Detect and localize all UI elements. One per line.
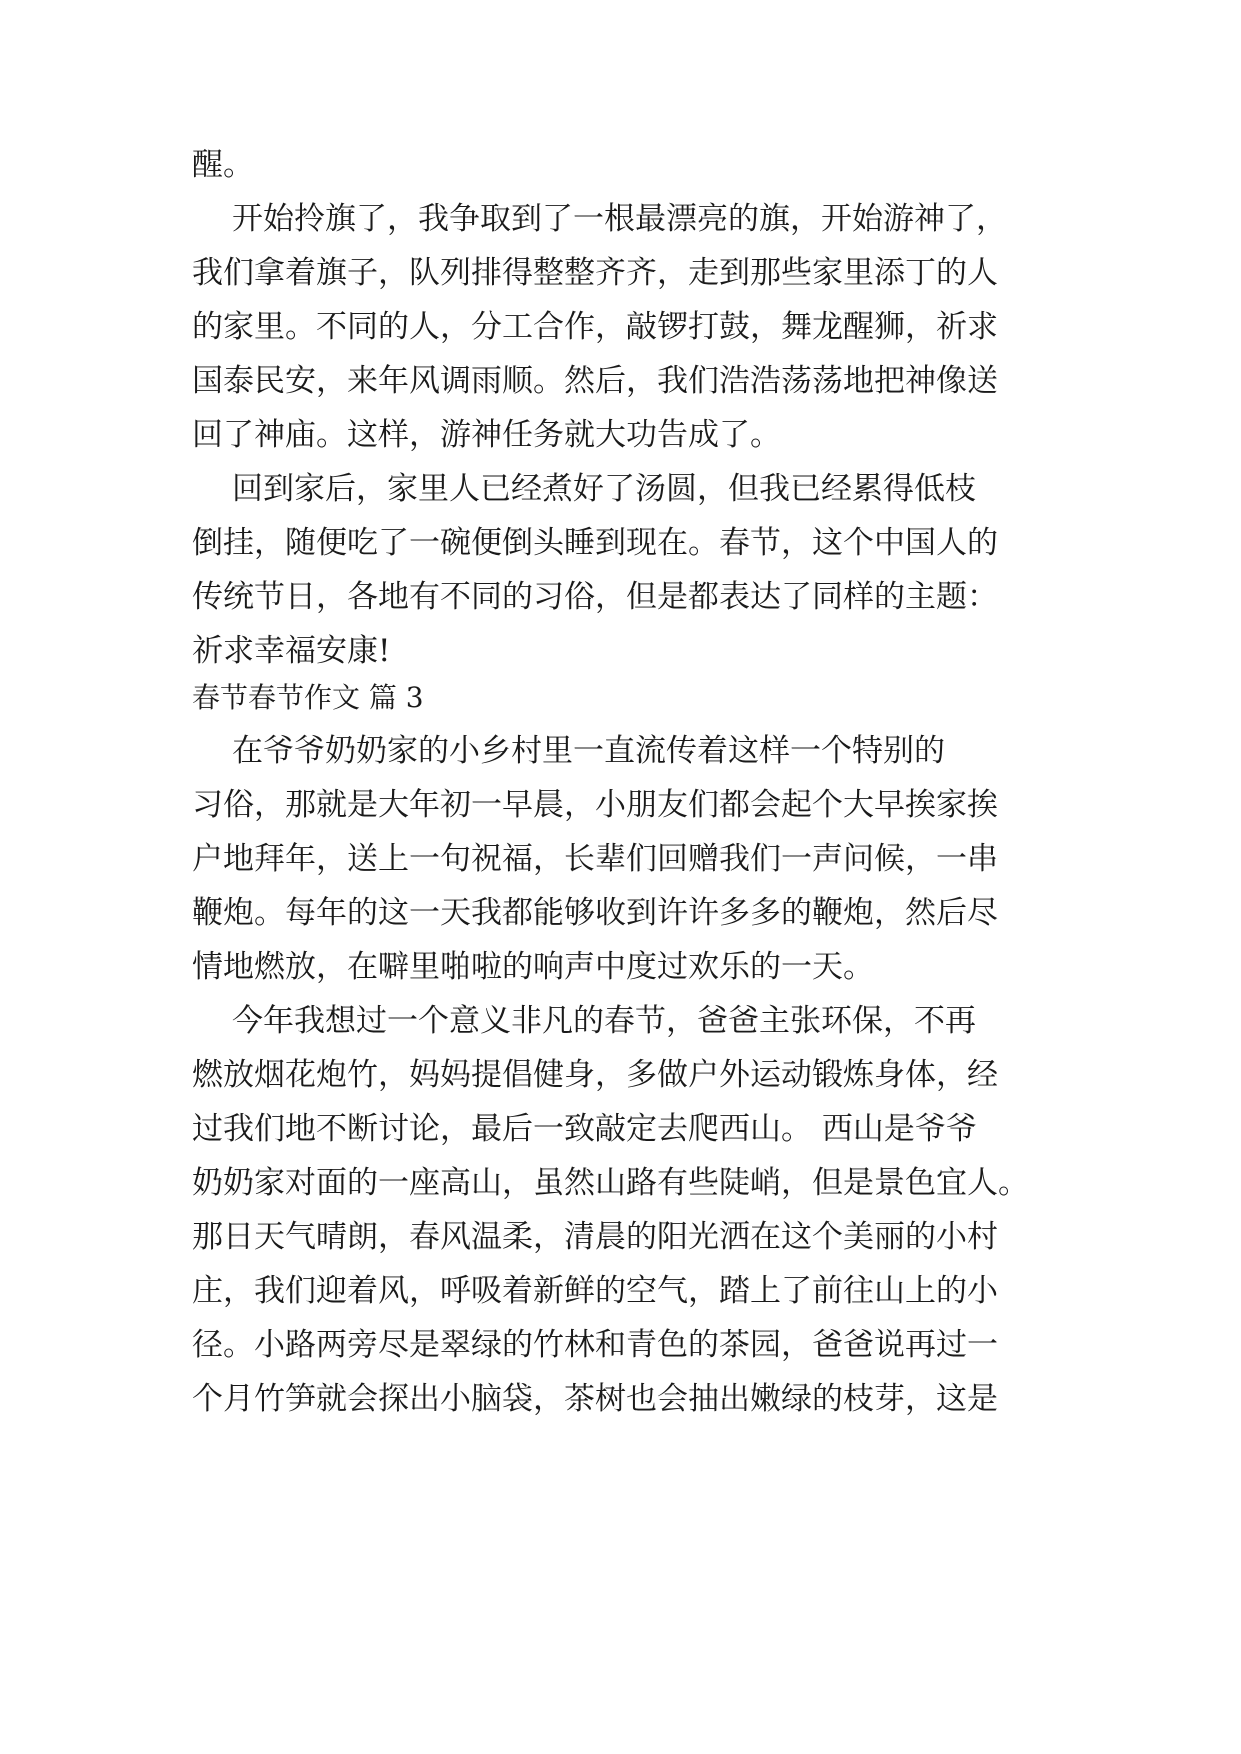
text-line: 国泰民安，来年风调雨顺。然后，我们浩浩荡荡地把神像送 [192,363,998,399]
text-line: 庄，我们迎着风，呼吸着新鲜的空气，踏上了前往山上的小 [192,1273,998,1309]
text-line: 传统节日，各地有不同的习俗，但是都表达了同样的主题： [192,579,998,615]
section-heading: 春节春节作文 篇 3 [192,681,424,714]
text-line: 过我们地不断讨论，最后一致敲定去爬西山。 西山是爷爷 [192,1111,977,1147]
text-line: 奶奶家对面的一座高山，虽然山路有些陡峭，但是景色宜人。 [192,1165,1029,1201]
text-line: 祈求幸福安康! [192,633,391,669]
text-line: 那日天气晴朗，春风温柔，清晨的阳光洒在这个美丽的小村 [192,1219,998,1255]
text-line: 个月竹笋就会探出小脑袋，茶树也会抽出嫩绿的枝芽，这是 [192,1381,998,1417]
text-line: 鞭炮。每年的这一天我都能够收到许许多多的鞭炮，然后尽 [192,895,998,931]
text-line: 醒。 [192,147,254,183]
text-line: 回了神庙。这样，游神任务就大功告成了。 [192,417,781,453]
paragraph-start-line: 开始拎旗了，我争取到了一根最漂亮的旗，开始游神了， [232,201,1007,237]
text-line: 我们拿着旗子，队列排得整整齐齐，走到那些家里添丁的人 [192,255,998,291]
paragraph-start-line: 今年我想过一个意义非凡的春节，爸爸主张环保，不再 [232,1003,976,1039]
text-line: 情地燃放，在噼里啪啦的响声中度过欢乐的一天。 [192,949,874,985]
text-line: 户地拜年，送上一句祝福，长辈们回赠我们一声问候，一串 [192,841,998,877]
paragraph-start-line: 回到家后，家里人已经煮好了汤圆，但我已经累得低枝 [232,471,976,507]
text-line: 的家里。不同的人，分工合作，敲锣打鼓，舞龙醒狮，祈求 [192,309,998,345]
text-line: 燃放烟花炮竹，妈妈提倡健身，多做户外运动锻炼身体，经 [192,1057,998,1093]
paragraph-start-line: 在爷爷奶奶家的小乡村里一直流传着这样一个特别的 [232,733,945,769]
text-line: 径。小路两旁尽是翠绿的竹林和青色的茶园，爸爸说再过一 [192,1327,998,1363]
text-line: 习俗，那就是大年初一早晨，小朋友们都会起个大早挨家挨 [192,787,998,823]
text-line: 倒挂，随便吃了一碗便倒头睡到现在。春节，这个中国人的 [192,525,998,561]
